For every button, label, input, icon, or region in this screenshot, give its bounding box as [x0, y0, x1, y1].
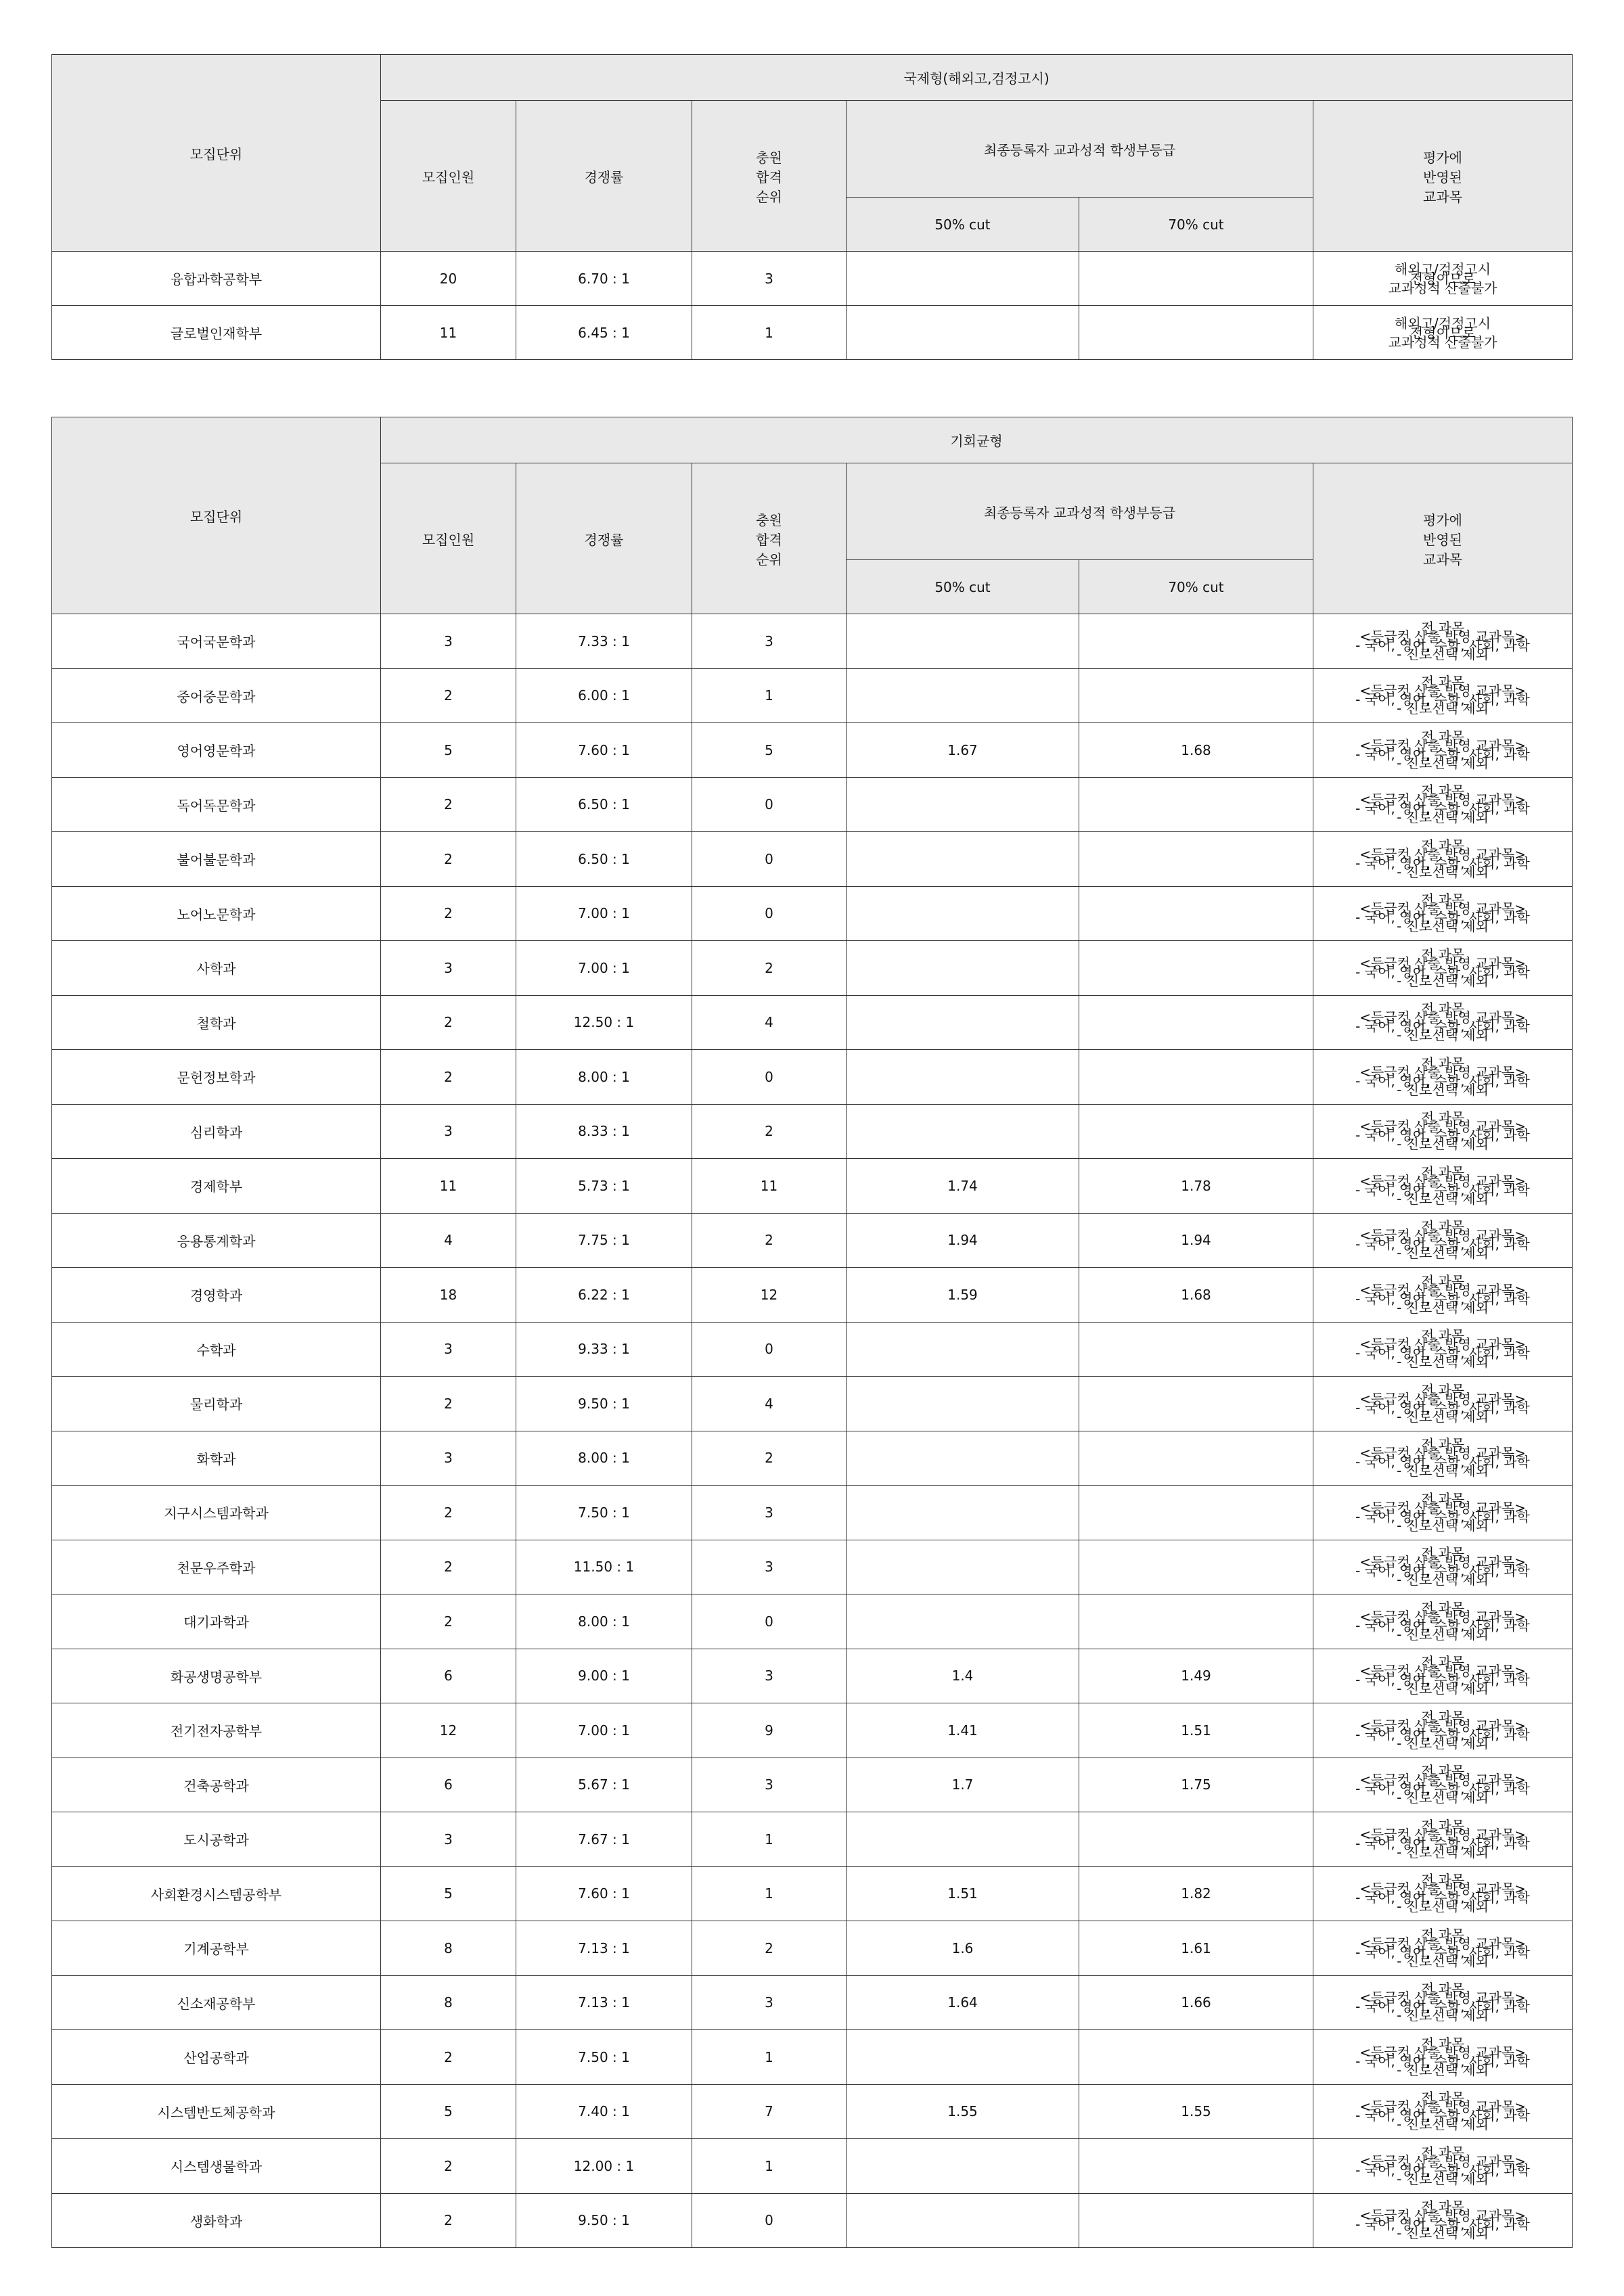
cell-ratio: 7.33 : 1	[516, 614, 692, 669]
cell-ratio: 7.00 : 1	[516, 941, 692, 996]
cell-capacity: 2	[381, 1594, 516, 1649]
cell-subjects: 전 과목 <등급컷 산출 반영 교과목> - 국어, 영어, 수학, 사회, 과학 - 진로선택 제외	[1313, 1975, 1573, 2030]
table-row	[52, 1594, 1573, 1649]
cell-cut70: 1.82	[1079, 1866, 1313, 1921]
header-ratio: 경쟁률	[516, 463, 692, 614]
cell-capacity: 18	[381, 1268, 516, 1323]
header-unit: 모집단위	[52, 417, 381, 614]
cell-cut50	[847, 995, 1079, 1050]
cell-subjects: 전 과목 <등급컷 산출 반영 교과목> - 국어, 영어, 수학, 사회, 과학 - 진로선택 제외	[1313, 2193, 1573, 2248]
cell-rank: 1	[692, 1866, 847, 1921]
cell-rank: 3	[692, 1975, 847, 2030]
cell-cut50	[847, 614, 1079, 669]
cell-cut70	[1079, 1486, 1313, 1540]
header-capacity: 모집인원	[381, 101, 516, 252]
cell-ratio: 9.00 : 1	[516, 1649, 692, 1703]
cell-ratio: 7.60 : 1	[516, 723, 692, 778]
table-row	[52, 1812, 1573, 1867]
cell-ratio: 11.50 : 1	[516, 1540, 692, 1594]
cell-subjects: 전 과목 <등급컷 산출 반영 교과목> - 국어, 영어, 수학, 사회, 과학 - 진로선택 제외	[1313, 777, 1573, 832]
cell-cut70: 1.68	[1079, 723, 1313, 778]
cell-cut50	[847, 668, 1079, 723]
cell-cut50	[847, 252, 1079, 306]
cell-unit: 불어불문학과	[52, 832, 381, 887]
cell-rank: 11	[692, 1159, 847, 1214]
cell-capacity: 12	[381, 1703, 516, 1758]
cell-rank: 2	[692, 1104, 847, 1159]
cell-ratio: 6.00 : 1	[516, 668, 692, 723]
cell-ratio: 8.00 : 1	[516, 1050, 692, 1105]
header-grade: 최종등록자 교과성적 학생부등급	[847, 463, 1313, 560]
header-group: 국제형(해외고,검정고시)	[381, 55, 1573, 101]
cell-capacity: 4	[381, 1213, 516, 1268]
cell-subjects: 전 과목 <등급컷 산출 반영 교과목> - 국어, 영어, 수학, 사회, 과학 - 진로선택 제외	[1313, 1377, 1573, 1431]
cell-subjects: 전 과목 <등급컷 산출 반영 교과목> - 국어, 영어, 수학, 사회, 과학 - 진로선택 제외	[1313, 1431, 1573, 1486]
cell-cut70	[1079, 668, 1313, 723]
cell-ratio: 7.00 : 1	[516, 1703, 692, 1758]
cell-unit: 중어중문학과	[52, 668, 381, 723]
cell-cut50	[847, 1104, 1079, 1159]
cell-subjects: 전 과목 <등급컷 산출 반영 교과목> - 국어, 영어, 수학, 사회, 과학 - 진로선택 제외	[1313, 2084, 1573, 2139]
cell-ratio: 7.00 : 1	[516, 886, 692, 941]
cell-cut70	[1079, 941, 1313, 996]
table-row	[52, 777, 1573, 832]
header-rank: 충원 합격 순위	[692, 463, 847, 614]
cell-subjects: 전 과목 <등급컷 산출 반영 교과목> - 국어, 영어, 수학, 사회, 과학 - 진로선택 제외	[1313, 1866, 1573, 1921]
cell-unit: 도시공학과	[52, 1812, 381, 1867]
cell-cut70: 1.66	[1079, 1975, 1313, 2030]
cell-capacity: 5	[381, 723, 516, 778]
table-row	[52, 941, 1573, 996]
cell-unit: 노어노문학과	[52, 886, 381, 941]
cell-cut50: 1.74	[847, 1159, 1079, 1214]
header-grade: 최종등록자 교과성적 학생부등급	[847, 101, 1313, 198]
cell-subjects: 전 과목 <등급컷 산출 반영 교과목> - 국어, 영어, 수학, 사회, 과학 - 진로선택 제외	[1313, 1540, 1573, 1594]
cell-cut70	[1079, 252, 1313, 306]
cell-subjects: 해외고/검정고시 전형이므로 교과성적 산출불가	[1313, 306, 1573, 360]
table-row	[52, 1540, 1573, 1594]
cell-rank: 0	[692, 886, 847, 941]
cell-unit: 사회환경시스템공학부	[52, 1866, 381, 1921]
cell-unit: 화학과	[52, 1431, 381, 1486]
cell-cut50	[847, 1322, 1079, 1377]
cell-capacity: 20	[381, 252, 516, 306]
cell-capacity: 5	[381, 2084, 516, 2139]
table-row	[52, 1921, 1573, 1976]
cell-subjects: 전 과목 <등급컷 산출 반영 교과목> - 국어, 영어, 수학, 사회, 과학 - 진로선택 제외	[1313, 1159, 1573, 1214]
cell-capacity: 3	[381, 1812, 516, 1867]
header-subjects: 평가에 반영된 교과목	[1313, 463, 1573, 614]
cell-unit: 사학과	[52, 941, 381, 996]
cell-cut50	[847, 306, 1079, 360]
cell-cut70	[1079, 1377, 1313, 1431]
cell-capacity: 2	[381, 2139, 516, 2194]
cell-capacity: 2	[381, 832, 516, 887]
cell-rank: 1	[692, 668, 847, 723]
cell-rank: 1	[692, 2139, 847, 2194]
cell-unit: 화공생명공학부	[52, 1649, 381, 1703]
cell-cut50	[847, 2139, 1079, 2194]
cell-subjects: 전 과목 <등급컷 산출 반영 교과목> - 국어, 영어, 수학, 사회, 과학 - 진로선택 제외	[1313, 1486, 1573, 1540]
cell-cut50	[847, 777, 1079, 832]
cell-cut70	[1079, 614, 1313, 669]
cell-unit: 응용통계학과	[52, 1213, 381, 1268]
table-row	[52, 1649, 1573, 1703]
cell-subjects: 전 과목 <등급컷 산출 반영 교과목> - 국어, 영어, 수학, 사회, 과학 - 진로선택 제외	[1313, 886, 1573, 941]
cell-subjects: 전 과목 <등급컷 산출 반영 교과목> - 국어, 영어, 수학, 사회, 과학 - 진로선택 제외	[1313, 1104, 1573, 1159]
cell-ratio: 9.33 : 1	[516, 1322, 692, 1377]
cell-unit: 경영학과	[52, 1268, 381, 1323]
cell-subjects: 전 과목 <등급컷 산출 반영 교과목> - 국어, 영어, 수학, 사회, 과학 - 진로선택 제외	[1313, 1050, 1573, 1105]
cell-unit: 심리학과	[52, 1104, 381, 1159]
cell-cut50	[847, 886, 1079, 941]
cell-rank: 4	[692, 1377, 847, 1431]
cell-ratio: 9.50 : 1	[516, 2193, 692, 2248]
cell-subjects: 전 과목 <등급컷 산출 반영 교과목> - 국어, 영어, 수학, 사회, 과학 - 진로선택 제외	[1313, 1921, 1573, 1976]
cell-cut50	[847, 1486, 1079, 1540]
cell-ratio: 6.50 : 1	[516, 832, 692, 887]
cell-cut50	[847, 2193, 1079, 2248]
cell-cut70: 1.94	[1079, 1213, 1313, 1268]
cell-subjects: 전 과목 <등급컷 산출 반영 교과목> - 국어, 영어, 수학, 사회, 과학 - 진로선택 제외	[1313, 1594, 1573, 1649]
cell-subjects: 전 과목 <등급컷 산출 반영 교과목> - 국어, 영어, 수학, 사회, 과학 - 진로선택 제외	[1313, 1322, 1573, 1377]
table-row	[52, 1268, 1573, 1323]
cell-unit: 천문우주학과	[52, 1540, 381, 1594]
cell-cut70: 1.68	[1079, 1268, 1313, 1323]
cell-subjects: 전 과목 <등급컷 산출 반영 교과목> - 국어, 영어, 수학, 사회, 과학 - 진로선택 제외	[1313, 1758, 1573, 1812]
cell-cut70	[1079, 1540, 1313, 1594]
cell-rank: 3	[692, 1758, 847, 1812]
cell-unit: 독어독문학과	[52, 777, 381, 832]
table-row	[52, 1866, 1573, 1921]
table-row	[52, 614, 1573, 669]
cell-capacity: 8	[381, 1975, 516, 2030]
cell-ratio: 8.00 : 1	[516, 1594, 692, 1649]
cell-rank: 0	[692, 777, 847, 832]
cell-subjects: 전 과목 <등급컷 산출 반영 교과목> - 국어, 영어, 수학, 사회, 과학 - 진로선택 제외	[1313, 2030, 1573, 2085]
header-rank: 충원 합격 순위	[692, 101, 847, 252]
cell-unit: 시스템반도체공학과	[52, 2084, 381, 2139]
cell-subjects: 전 과목 <등급컷 산출 반영 교과목> - 국어, 영어, 수학, 사회, 과학 - 진로선택 제외	[1313, 668, 1573, 723]
cell-capacity: 8	[381, 1921, 516, 1976]
cell-rank: 0	[692, 2193, 847, 2248]
cell-unit: 물리학과	[52, 1377, 381, 1431]
table-row	[52, 668, 1573, 723]
cell-subjects: 전 과목 <등급컷 산출 반영 교과목> - 국어, 영어, 수학, 사회, 과학 - 진로선택 제외	[1313, 2139, 1573, 2194]
cell-cut50: 1.64	[847, 1975, 1079, 2030]
cell-capacity: 2	[381, 1377, 516, 1431]
cell-rank: 2	[692, 1213, 847, 1268]
cell-ratio: 7.67 : 1	[516, 1812, 692, 1867]
cell-cut50: 1.55	[847, 2084, 1079, 2139]
cell-unit: 수학과	[52, 1322, 381, 1377]
cell-rank: 3	[692, 1649, 847, 1703]
cell-subjects: 해외고/검정고시 전형이므로 교과성적 산출불가	[1313, 252, 1573, 306]
cell-unit: 영어영문학과	[52, 723, 381, 778]
cell-cut70	[1079, 1322, 1313, 1377]
cell-capacity: 2	[381, 886, 516, 941]
cell-cut50: 1.7	[847, 1758, 1079, 1812]
table-row	[52, 2193, 1573, 2248]
cell-cut70	[1079, 2030, 1313, 2085]
cell-rank: 9	[692, 1703, 847, 1758]
cell-subjects: 전 과목 <등급컷 산출 반영 교과목> - 국어, 영어, 수학, 사회, 과학 - 진로선택 제외	[1313, 941, 1573, 996]
cell-unit: 경제학부	[52, 1159, 381, 1214]
cell-rank: 2	[692, 941, 847, 996]
table-row	[52, 1213, 1573, 1268]
cell-ratio: 7.75 : 1	[516, 1213, 692, 1268]
opportunity-balance-table	[51, 417, 1573, 2248]
cell-rank: 3	[692, 1540, 847, 1594]
table-row	[52, 832, 1573, 887]
cell-capacity: 11	[381, 306, 516, 360]
header-cut50: 50% cut	[847, 198, 1079, 252]
cell-ratio: 7.13 : 1	[516, 1975, 692, 2030]
cell-ratio: 7.60 : 1	[516, 1866, 692, 1921]
cell-cut50: 1.59	[847, 1268, 1079, 1323]
cell-cut50: 1.67	[847, 723, 1079, 778]
cell-cut70	[1079, 1104, 1313, 1159]
cell-subjects: 전 과목 <등급컷 산출 반영 교과목> - 국어, 영어, 수학, 사회, 과학 - 진로선택 제외	[1313, 1812, 1573, 1867]
cell-subjects: 전 과목 <등급컷 산출 반영 교과목> - 국어, 영어, 수학, 사회, 과학 - 진로선택 제외	[1313, 1703, 1573, 1758]
cell-cut70: 1.51	[1079, 1703, 1313, 1758]
table-row	[52, 2084, 1573, 2139]
cell-cut70	[1079, 306, 1313, 360]
cell-rank: 4	[692, 995, 847, 1050]
cell-cut70	[1079, 1050, 1313, 1105]
cell-capacity: 2	[381, 1050, 516, 1105]
cell-ratio: 6.45 : 1	[516, 306, 692, 360]
cell-capacity: 3	[381, 1104, 516, 1159]
header-subjects: 평가에 반영된 교과목	[1313, 101, 1573, 252]
header-group: 기회균형	[381, 417, 1573, 463]
cell-cut50	[847, 2030, 1079, 2085]
cell-ratio: 8.33 : 1	[516, 1104, 692, 1159]
cell-cut50: 1.51	[847, 1866, 1079, 1921]
cell-rank: 5	[692, 723, 847, 778]
cell-ratio: 7.40 : 1	[516, 2084, 692, 2139]
cell-capacity: 3	[381, 1322, 516, 1377]
cell-cut70: 1.61	[1079, 1921, 1313, 1976]
cell-subjects: 전 과목 <등급컷 산출 반영 교과목> - 국어, 영어, 수학, 사회, 과학 - 진로선택 제외	[1313, 1268, 1573, 1323]
cell-capacity: 3	[381, 614, 516, 669]
cell-capacity: 2	[381, 2193, 516, 2248]
cell-cut70: 1.78	[1079, 1159, 1313, 1214]
table-row	[52, 1703, 1573, 1758]
cell-cut50	[847, 1540, 1079, 1594]
cell-cut70	[1079, 995, 1313, 1050]
cell-unit: 지구시스템과학과	[52, 1486, 381, 1540]
cell-cut70	[1079, 832, 1313, 887]
cell-cut70	[1079, 1594, 1313, 1649]
cell-capacity: 2	[381, 1486, 516, 1540]
cell-cut70	[1079, 2193, 1313, 2248]
cell-ratio: 12.00 : 1	[516, 2139, 692, 2194]
cell-subjects: 전 과목 <등급컷 산출 반영 교과목> - 국어, 영어, 수학, 사회, 과학 - 진로선택 제외	[1313, 614, 1573, 669]
cell-rank: 1	[692, 1812, 847, 1867]
header-unit: 모집단위	[52, 55, 381, 252]
cell-unit: 국어국문학과	[52, 614, 381, 669]
header-capacity: 모집인원	[381, 463, 516, 614]
cell-capacity: 2	[381, 995, 516, 1050]
cell-rank: 0	[692, 832, 847, 887]
cell-unit: 생화학과	[52, 2193, 381, 2248]
cell-subjects: 전 과목 <등급컷 산출 반영 교과목> - 국어, 영어, 수학, 사회, 과학 - 진로선택 제외	[1313, 995, 1573, 1050]
cell-unit: 시스템생물학과	[52, 2139, 381, 2194]
cell-capacity: 6	[381, 1758, 516, 1812]
cell-rank: 7	[692, 2084, 847, 2139]
table-row	[52, 2139, 1573, 2194]
cell-unit: 글로벌인재학부	[52, 306, 381, 360]
table-row	[52, 1050, 1573, 1105]
table-row	[52, 995, 1573, 1050]
table-row	[52, 1159, 1573, 1214]
cell-ratio: 5.73 : 1	[516, 1159, 692, 1214]
cell-ratio: 6.22 : 1	[516, 1268, 692, 1323]
table-row	[52, 1486, 1573, 1540]
cell-ratio: 8.00 : 1	[516, 1431, 692, 1486]
cell-ratio: 12.50 : 1	[516, 995, 692, 1050]
cell-ratio: 7.50 : 1	[516, 1486, 692, 1540]
cell-capacity: 11	[381, 1159, 516, 1214]
cell-rank: 0	[692, 1050, 847, 1105]
cell-unit: 기계공학부	[52, 1921, 381, 1976]
cell-ratio: 7.13 : 1	[516, 1921, 692, 1976]
cell-capacity: 5	[381, 1866, 516, 1921]
cell-cut50	[847, 832, 1079, 887]
cell-unit: 신소재공학부	[52, 1975, 381, 2030]
cell-cut70: 1.49	[1079, 1649, 1313, 1703]
cell-capacity: 6	[381, 1649, 516, 1703]
cell-ratio: 7.50 : 1	[516, 2030, 692, 2085]
cell-ratio: 5.67 : 1	[516, 1758, 692, 1812]
table-row	[52, 252, 1573, 306]
cell-cut50	[847, 1594, 1079, 1649]
cell-unit: 건축공학과	[52, 1758, 381, 1812]
cell-unit: 전기전자공학부	[52, 1703, 381, 1758]
cell-cut50	[847, 1377, 1079, 1431]
cell-capacity: 3	[381, 941, 516, 996]
cell-unit: 산업공학과	[52, 2030, 381, 2085]
table-row	[52, 1758, 1573, 1812]
header-ratio: 경쟁률	[516, 101, 692, 252]
cell-cut50	[847, 941, 1079, 996]
cell-unit: 융합과학공학부	[52, 252, 381, 306]
cell-capacity: 2	[381, 2030, 516, 2085]
header-cut50: 50% cut	[847, 560, 1079, 614]
cell-rank: 3	[692, 252, 847, 306]
header-cut70: 70% cut	[1079, 198, 1313, 252]
header-cut70: 70% cut	[1079, 560, 1313, 614]
table-row	[52, 1431, 1573, 1486]
cell-cut70: 1.75	[1079, 1758, 1313, 1812]
cell-rank: 1	[692, 2030, 847, 2085]
table-row	[52, 306, 1573, 360]
cell-rank: 0	[692, 1322, 847, 1377]
cell-cut50	[847, 1812, 1079, 1867]
cell-ratio: 9.50 : 1	[516, 1377, 692, 1431]
cell-cut50: 1.94	[847, 1213, 1079, 1268]
cell-cut70: 1.55	[1079, 2084, 1313, 2139]
cell-cut50	[847, 1050, 1079, 1105]
international-admission-table	[51, 54, 1573, 360]
cell-rank: 1	[692, 306, 847, 360]
cell-cut70	[1079, 1431, 1313, 1486]
cell-rank: 2	[692, 1431, 847, 1486]
table-row	[52, 1104, 1573, 1159]
cell-capacity: 2	[381, 668, 516, 723]
cell-cut70	[1079, 886, 1313, 941]
cell-capacity: 2	[381, 777, 516, 832]
table-row	[52, 1975, 1573, 2030]
cell-subjects: 전 과목 <등급컷 산출 반영 교과목> - 국어, 영어, 수학, 사회, 과학 - 진로선택 제외	[1313, 832, 1573, 887]
cell-subjects: 전 과목 <등급컷 산출 반영 교과목> - 국어, 영어, 수학, 사회, 과학 - 진로선택 제외	[1313, 1649, 1573, 1703]
cell-unit: 철학과	[52, 995, 381, 1050]
cell-rank: 0	[692, 1594, 847, 1649]
cell-rank: 12	[692, 1268, 847, 1323]
cell-capacity: 3	[381, 1431, 516, 1486]
cell-unit: 대기과학과	[52, 1594, 381, 1649]
cell-cut70	[1079, 777, 1313, 832]
cell-subjects: 전 과목 <등급컷 산출 반영 교과목> - 국어, 영어, 수학, 사회, 과학 - 진로선택 제외	[1313, 723, 1573, 778]
cell-cut70	[1079, 2139, 1313, 2194]
cell-unit: 문헌정보학과	[52, 1050, 381, 1105]
cell-cut50: 1.6	[847, 1921, 1079, 1976]
cell-cut50: 1.41	[847, 1703, 1079, 1758]
table-row	[52, 2030, 1573, 2085]
cell-cut50	[847, 1431, 1079, 1486]
table-row	[52, 886, 1573, 941]
cell-rank: 3	[692, 614, 847, 669]
cell-ratio: 6.70 : 1	[516, 252, 692, 306]
cell-cut50: 1.4	[847, 1649, 1079, 1703]
cell-cut70	[1079, 1812, 1313, 1867]
cell-rank: 2	[692, 1921, 847, 1976]
table-row	[52, 723, 1573, 778]
cell-rank: 3	[692, 1486, 847, 1540]
table-row	[52, 1322, 1573, 1377]
cell-ratio: 6.50 : 1	[516, 777, 692, 832]
cell-subjects: 전 과목 <등급컷 산출 반영 교과목> - 국어, 영어, 수학, 사회, 과학 - 진로선택 제외	[1313, 1213, 1573, 1268]
table-row	[52, 1377, 1573, 1431]
cell-capacity: 2	[381, 1540, 516, 1594]
